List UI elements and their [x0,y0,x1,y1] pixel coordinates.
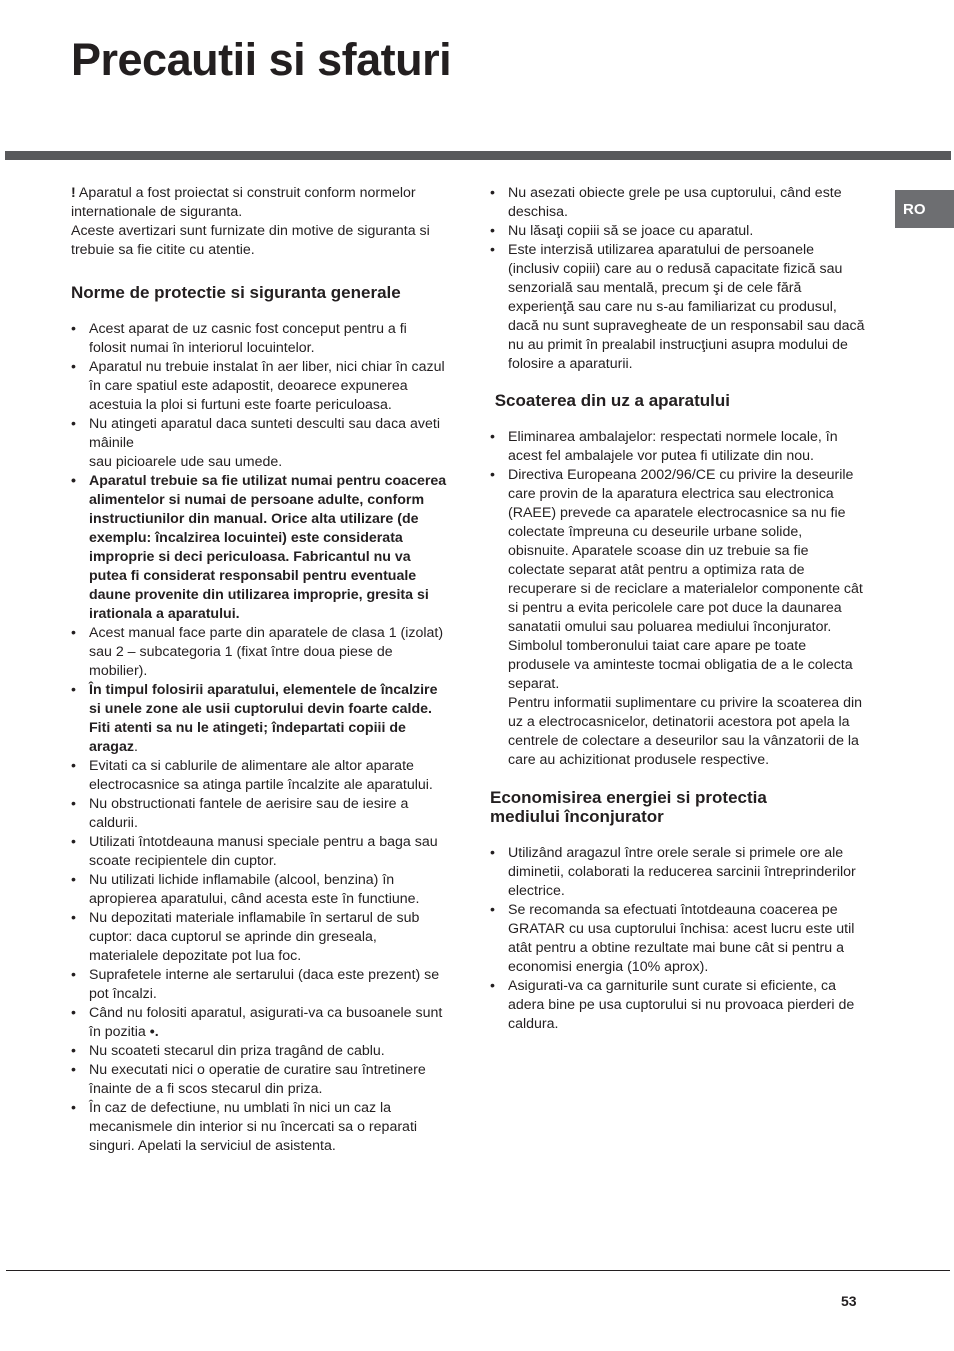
list-item: • Acest manual face parte din aparatele de clasa 1 (izolat) sau 2 – subcategoria 1 (fixat între doua piese de mobilier). [71,625,444,679]
intro-line-2: Aceste avertizari sunt furnizate din motive de siguranta si trebuie sa fie citite cu atentie. [71,223,430,258]
disposal-list [490,428,866,694]
list-item: • În caz de defectiune, nu umblati în nici un caz la mecanismele din interior si nu încercati sa o reparati singuri. Apelati la serviciul de asistenta. [71,1100,418,1154]
list-item: • Utilizati întotdeauna manusi speciale pentru a baga sau scoate recipientele din cuptor. [71,834,438,869]
page-number: 53 [841,1293,857,1309]
disposal-info-paragraph: Pentru informatii suplimentare cu privire la scoaterea din uz a electrocasnicelor, detinatorii acestora pot apela la centrele de colectare a deseurilor sau la vânzatorii de la care au achizitionat produsele respective. [508,695,863,768]
list-item: • Nu asezati obiecte grele pe usa cuptorului, când este deschisa. [490,185,842,220]
intro-line-1: Aparatul a fost proiectat si construit conform normelor internationale de siguranta. [71,185,416,220]
list-item: • În timpul folosirii aparatului, elementele de încalzire si unele zone ale usii cuptorului devin foarte calde. Fiti atenti sa nu le atingeti; îndepartati copiii de aragaz. [71,682,438,755]
list-item: • Aparatul nu trebuie instalat în aer liber, nici chiar în cazul în care spatiul este adapostit, deoarece expunerea acestuia la ploi si furtuni este foarte periculoasa. [71,359,445,413]
intro-paragraph [71,184,447,260]
right-column [490,184,866,1034]
list-item: • Asigurati-va ca garniturile sunt curate si eficiente, ca adera bine pe usa cuptorului si nu provoaca pierderi de caldura. [490,978,855,1032]
energy-list [490,844,866,1034]
list-item: • Nu atingeti aparatul daca sunteti desculti sau daca aveti mâinile sau picioarele ude sau umede. [71,416,440,470]
section-heading-disposal: Scoaterea din uz a aparatului [490,391,730,410]
language-tab: RO [895,190,954,228]
list-item: • Se recomanda sa efectuati întotdeauna coacerea pe GRATAR cu usa cuptorului închisa: acest lucru este util atât pentru a obtine rezultate mai bune cât si pentru a economisi energia (10% aprox). [490,902,855,975]
list-item: • Directiva Europeana 2002/96/CE cu privire la deseurile care provin de la aparatura electrica sau electronica (RAEE) prevede ca aparatele electrocasnice sa nu fie colectate împreuna cu deseurile urbane solide, obisnuite. Aparatele scoase din uz trebuie sa fie colectate separat atât pentru a optimiza rata de recuperare si de reciclare a materialelor componente cât si pentru a evita pericolele care pot duce la daunarea sanatatii omului sau poluarea mediului înconjurator. Simbolul tomberonului taiat care apare pe toate produsele va aminteste tocmai obligatia de a le colecta separat. [490,467,863,692]
left-column [71,184,447,1156]
list-item: • Evitati ca si cablurile de alimentare ale altor aparate electrocasnice sa atinga partile încalzite ale aparatului. [71,758,433,793]
warning-icon: ! [71,185,76,201]
section-heading-general-safety: Norme de protectie si siguranta generale [71,283,401,302]
list-item: • Utilizând aragazul între orele serale si primele ore ale diminetii, colaborati la reducerea sarcinii întreprinderilor electrice. [490,845,856,899]
list-item: • Nu obstructionati fantele de aerisire sau de iesire a caldurii. [71,796,409,831]
header-divider [5,151,951,160]
list-item: • Când nu folositi aparatul, asigurati-va ca busoanele sunt în pozitia •. [71,1005,443,1040]
list-item: • Nu lăsaţi copiii să se joace cu aparatul. [490,223,754,239]
section-heading-energy: Economisirea energiei si protectia mediului înconjurator [490,788,767,826]
list-item: • Nu utilizati lichide inflamabile (alcool, benzina) în apropierea aparatului, când acesta este în functiune. [71,872,420,907]
list-item: • Suprafetele interne ale sertarului (daca este prezent) se pot încalzi. [71,967,440,1002]
knob-off-position-icon: •. [149,1024,159,1040]
page-title: Precautii si sfaturi [71,34,452,85]
list-item: • Nu executati nici o operatie de curatire sau întretinere înainte de a fi scos stecarul din priza. [71,1062,426,1097]
footer-divider [6,1270,950,1271]
list-item: • Este interzisă utilizarea aparatului de persoanele (inclusiv copiii) care au o redusă capacitate fizică sau senzorială sau mentală, precum şi de cele fără experienţă sau care nu s-au familiarizat cu produsul, dacă nu sunt supravegheate de un responsabil sau dacă nu au primit în prealabil instrucţiuni asupra modului de folosire a aparaturii. [490,242,865,372]
list-item: • Nu scoateti stecarul din priza tragând de cablu. [71,1043,385,1059]
general-safety-list [71,320,447,1156]
list-item: • Eliminarea ambalajelor: respectati normele locale, în acest fel ambalajele vor putea fi utilizate din nou. [490,429,838,464]
safety-list-continued [490,184,866,374]
list-item: • Nu depozitati materiale inflamabile în sertarul de sub cuptor: daca cuptorul se aprinde din greseala, materialele depozitate pot lua foc. [71,910,420,964]
list-item: • Acest aparat de uz casnic fost conceput pentru a fi folosit numai în interiorul locuintelor. [71,321,407,356]
list-item: • Aparatul trebuie sa fie utilizat numai pentru coacerea alimentelor si numai de persoane adulte, conform instructiunilor din manual. Orice alta utilizare (de exemplu: încalzirea locuintei) este considerata improprie si deci periculoasa. Fabricantul nu va putea fi considerat responsabil pentru eventuale daune provenite din utilizarea improprie, gresita si irationala a aparatului. [71,473,447,622]
